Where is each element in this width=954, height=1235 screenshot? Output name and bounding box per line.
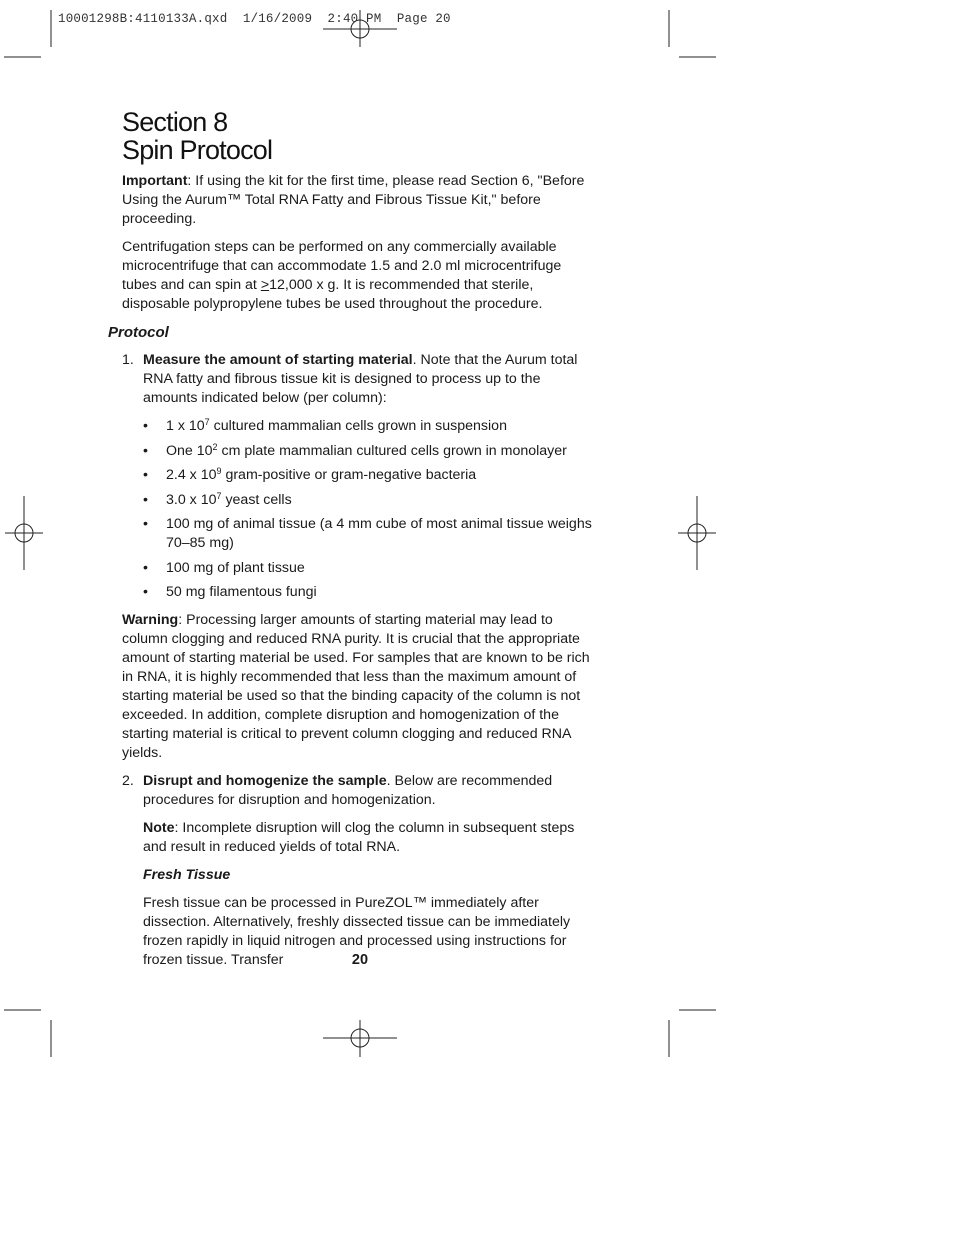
item-text-rest: gram-positive or gram-negative bacteria [221,467,477,483]
bullet-icon: • [143,467,148,483]
bullet-icon: • [143,418,148,434]
step-1-body: . Note that the Aurum total RNA fatty and fibrous tissue kit is designed to process up to the amounts indicated below (per column): [143,352,578,406]
list-item [143,417,598,436]
important-label: Important [122,173,188,189]
protocol-steps [122,351,598,970]
bullet-icon: • [143,584,148,600]
step-2-body: . Below are recommended procedures for disruption and homogenization. [143,773,553,808]
step-2-text [143,772,598,810]
page-title [122,108,598,164]
step-2-title: Disrupt and homogenize the sample [143,773,387,789]
item-text-rest: cultured mammalian cells grown in suspension [209,418,507,434]
protocol-heading: Protocol [108,324,169,341]
list-item [143,515,598,553]
item-exponent: 2 [212,441,218,452]
item-exponent: 7 [216,490,222,501]
bullet-icon: • [143,516,148,532]
step-number: 2. [122,773,134,789]
list-item [143,442,598,461]
warning-label: Warning [122,612,179,628]
note-label: Note [143,820,175,836]
important-paragraph [122,172,598,229]
warning-paragraph [122,611,598,763]
page-content [108,107,598,979]
item-text: 3.0 x 10 [166,491,217,508]
fresh-tissue-paragraph: Fresh tissue can be processed in PureZOL™ immediately after dissection. Alternatively, freshly dissected tissue can be immediately frozen rapidly in liquid nitrogen and processed using instructions for frozen tissue. Transfer [143,895,571,968]
item-text: 50 mg filamentous fungi [166,584,317,600]
page-number: 20 [351,952,369,968]
centrifugation-text-a: Centrifugation steps can be performed on any commercially available microcentrifuge that can accommodate 1.5 and 2.0 ml microcentrifuge tubes and can spin at [122,239,562,293]
important-text: : If using the kit for the first time, please read Section 6, "Before Using the Aurum™ Total RNA Fatty and Fibrous Tissue Kit," before proceeding. [122,173,585,227]
bullet-icon: • [143,442,148,459]
item-text: 1 x 10 [166,418,205,434]
starting-amounts-list [143,417,598,602]
list-item [143,583,598,602]
bullet-icon: • [143,559,148,576]
step-2 [122,772,598,970]
item-exponent: 9 [216,466,222,476]
warning-text: : Processing larger amounts of starting material may lead to column clogging and reduced RNA purity. It is crucial that the appropriate amount of starting material be used. For samples that are known to be rich in RNA, it is highly recommended that less than the maximum amount of starting material be used so that the binding capacity of the column is not exceeded. In addition, complete disruption and homogenization of the starting material is critical to prevent column clogging and reduced RNA yields. [122,612,590,761]
step-1 [122,351,598,763]
list-item [143,559,598,578]
item-text: 100 mg of animal tissue (a 4 mm cube of most animal tissue weighs 70–85 mg) [166,516,592,551]
item-text: One 10 [166,442,213,459]
note-paragraph [143,819,598,857]
greater-equal-symbol: > [260,277,270,293]
centrifugation-text-b: 12,000 x g. It is recommended that sterile, disposable polypropylene tubes be used throughout the procedure. [122,277,543,312]
item-text: 100 mg of plant tissue [166,559,305,576]
item-text: 2.4 x 10 [166,467,217,483]
list-item [143,491,598,510]
section-number: Section 8 [122,107,228,137]
step-1-title: Measure the amount of starting material [143,352,413,368]
fresh-tissue-heading: Fresh Tissue [143,867,231,883]
item-text-rest: cm plate mammalian cultured cells grown in monolayer [217,442,567,459]
bullet-icon: • [143,491,148,508]
item-exponent: 7 [204,417,210,427]
section-title: Spin Protocol [122,135,273,165]
centrifugation-paragraph [122,238,598,314]
step-1-text [143,351,598,408]
file-slug: 10001298B:4110133A.qxd 1/16/2009 2:40 PM Page 20 [58,12,451,26]
step-number: 1. [122,352,134,368]
note-text: : Incomplete disruption will clog the column in subsequent steps and result in reduced yields of total RNA. [143,820,575,855]
list-item [143,466,598,485]
item-text-rest: yeast cells [221,491,292,508]
